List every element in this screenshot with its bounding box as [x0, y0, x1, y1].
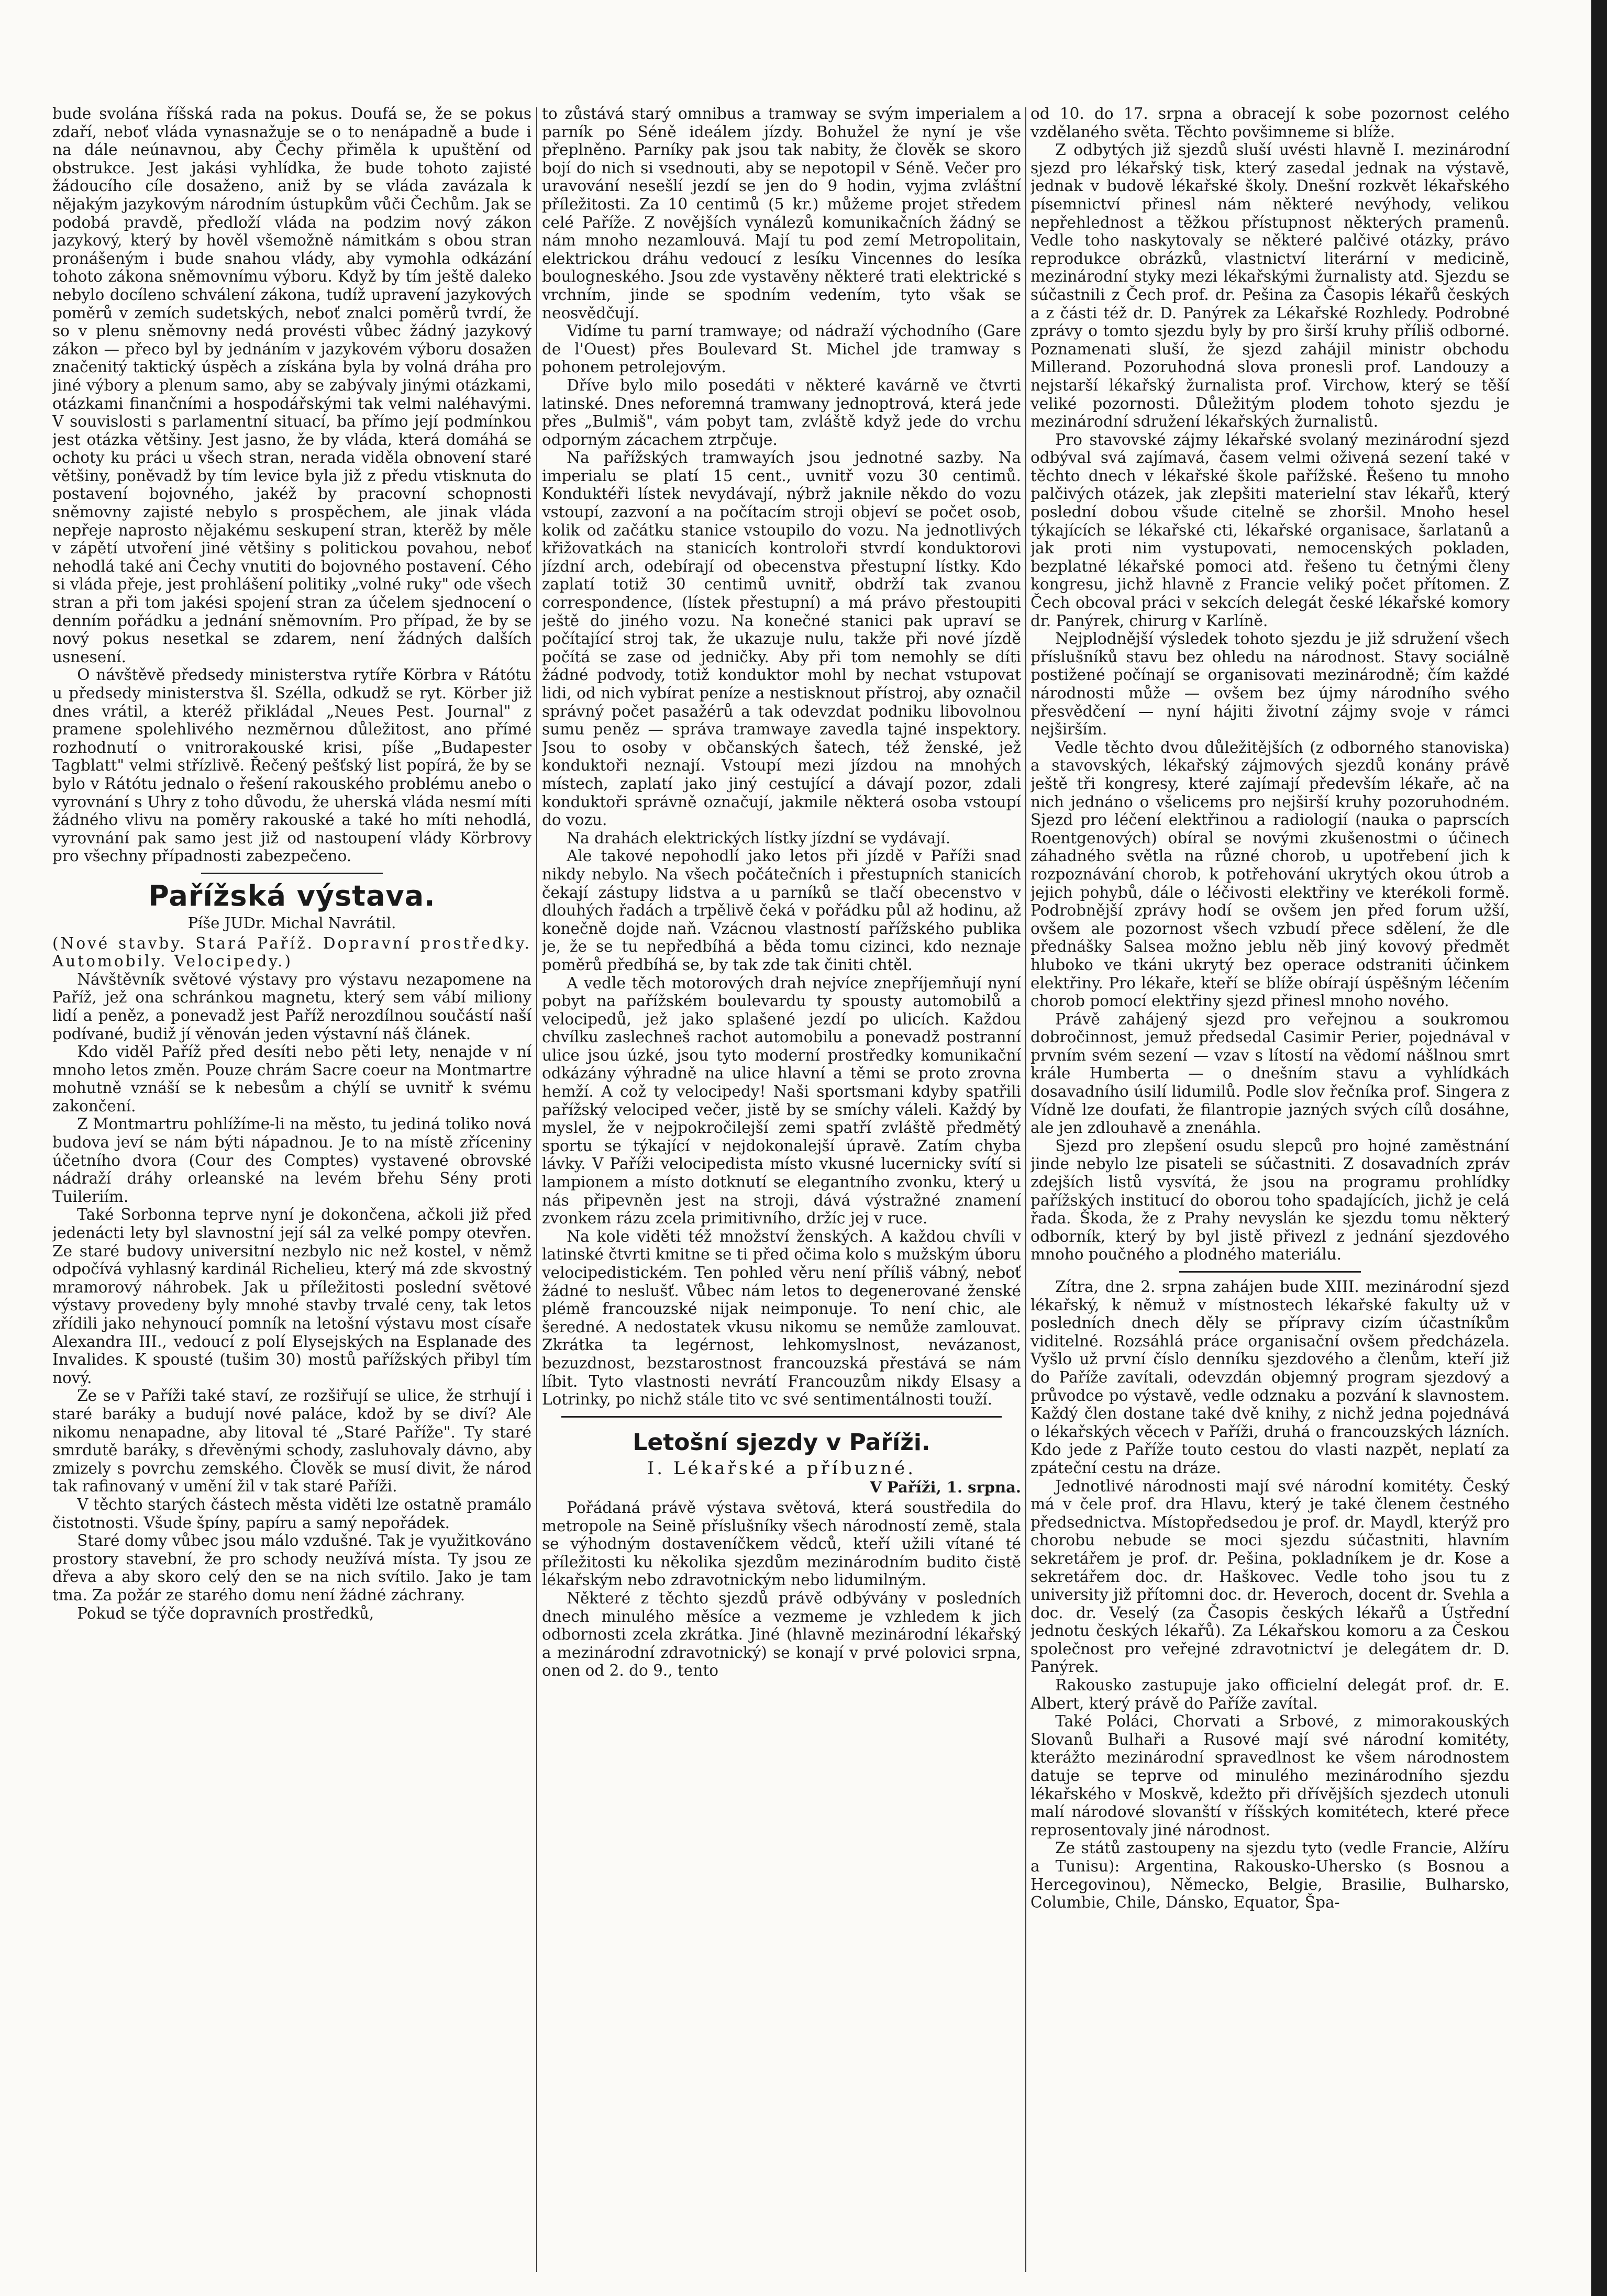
- divider: [201, 873, 383, 874]
- column-rule: [1025, 107, 1026, 2272]
- paragraph: Zítra, dne 2. srpna zahájen bude XIII. mezinárodní sjezd lékařský, k němuž v místnostech lékařské fakulty už v posledních dnech děly se přípravy cizím účastníkům viditelné. Rozsáhlá práce organisační ovšem předcházela. Vyšlo už první číslo denníku sjezdového a členům, kteří již do Paříže zavítali, odevzdán objemný program sjezdový a průvodce po výstavě, vedle odznaku a pozvání k slavnostem. Každý člen dostane také dvě knihy, z nichž jedna pojednává o lékařských věcech v Paříži, druhá o francouzských lázních. Kdo jede z Paříže touto cestou do vlasti nazpět, neplatí za zpáteční cestu na dráze.: [1030, 1278, 1510, 1477]
- paragraph: Návštěvník světové výstavy pro výstavu nezapomene na Paříž, jež ona schránkou magnetu, který sem vábí miliony lidí a peněz, a ponevadž jest Paříž nerozdílnou součástí naší podívané, budiž jí věnován jeden výstavní náš článek.: [52, 970, 531, 1043]
- article-title: Pařížská výstava.: [148, 879, 436, 912]
- article-title: Letošní sjezdy v Paříži.: [633, 1429, 930, 1456]
- column-3: [1030, 105, 1510, 2277]
- paragraph: Sjezd pro zlepšení osudu slepců pro hojné zaměstnání jinde nebylo lze pisateli se súčastniti. Z dosavadních zpráv zdejších listů vysvítá, že jsou na programu prohlídky pařížských institucí do oborou toho spadajících, jichž je celá řada. Škoda, že z Prahy nevyslán ke sjezdu tomu některý odborník, který by byl jistě přivezl z jednání sjezdového mnoho poučného a plodného materiálu.: [1030, 1136, 1510, 1264]
- paragraph: Také Poláci, Chorvati a Srbové, z mimorakouských Slovanů Bulhaři a Rusové mají své národní komitéty, kterážto mezinárodní spravedlnost ke všem národnostem datuje se teprve od minulého mezinárodního sjezdu lékařského v Moskvě, kdežto při dřívějších sjezdech utonuli malí národové slovanští v říšských komitétech, které přece reprosentovaly jiné národnost.: [1030, 1712, 1510, 1839]
- paragraph: Ze států zastoupeny na sjezdu tyto (vedle Francie, Alžíru a Tunisu): Argentina, Rakousko-Uhersko (s Bosnou a Hercegovinou), Německo, Belgie, Brasilie, Bulharsko, Columbie, Chile, Dánsko, Equator, Špa-: [1030, 1839, 1510, 1912]
- divider: [561, 1416, 1002, 1418]
- paragraph: Pokud se týče dopravních prostředků,: [77, 1604, 374, 1622]
- paragraph: Z odbytých již sjezdů sluší uvésti hlavně I. mezinárodní sjezd pro lékařský tisk, který zasedal jednak na výstavě, jednak v budově lékařské školy. Dnešní rozkvět lékařského písemnictví přinesl nám některé nevýhody, velikou nepřehlednost a těžkou přístupnost některých pramenů. Vedle toho naskytovaly se některé palčivé otázky, právo reprodukce obrázků, vlastnictví literární v medicině, mezinárodní styky mezi lékařskými žurnalisty atd. Sjezdu se súčastnili z Čech prof. dr. Pešina za Časopis lékařů českých a z části též dr. D. Panýrek za Lékařské Rozhledy. Podrobné zprávy o tomto sjezdu byly by pro širší kruhy příliš odborné. Poznamenati sluší, že sjezd zahájil ministr obchodu Millerand. Pozoruhodná slova pronesli prof. Landouzy a nejstarší lékařský žurnalista prof. Virchow, který se těší veliké pozornosti. Důležitým plodem tohoto sjezdu je mezinárodní sdružení lékařských žurnalistů.: [1030, 141, 1510, 431]
- paragraph: Pro stavovské zájmy lékařské svolaný mezinárodní sjezd odbýval svá zajímavá, časem velmi oživená sezení také v těchto dnech v lékařské škole pařížské. Řešeno tu mnoho palčivých otázek, jak zlepšiti materielní stav lékařů, který poslední dobou všude citelně se zhoršil. Mnoho hesel týkajících se lékařské cti, lékařské organisace, šarlatanů a jak proti nim vystupovati, nemocenských pokladen, bezplatné lékařské pomoci atd. řešeno tu četnými členy kongresu, jichž hlavně z Francie veliký počet přítomen. Z Čech obcoval práci v sekcích delegát české lékařské komory dr. Panýrek, chirurg v Karlíně.: [1030, 430, 1510, 630]
- paragraph: Dříve bylo milo posedáti v některé kavárně ve čtvrti latinské. Dnes neforemná tramwany jednoptrová, která jede přes „Bulmiš", vám pobyt tam, zvláště když jede do vrchu odporným zácachem ztrpčuje.: [542, 376, 1021, 449]
- paragraph: to zůstává starý omnibus a tramway se svým imperialem a parník po Séně ideálem jízdy. Bohužel že nyní je vše přeplněno. Parníky pak jsou tak nabity, že člověk se skoro bojí do nich si vsednouti, aby se nepotopil v Séně. Večer pro uravování nesešlí jezdí se jen do 9 hodin, vyjma zvláštní příležitosti. Za 10 centimů (5 kr.) můžeme projet středem celé Paříže. Z novějších vynálezů komunikačních žádný se nám mnoho nezamlouvá. Mají tu pod zemí Metropolitain, elektrickou dráhu vedoucí z lesíku Vincennes do lesíka boulogneského. Jsou zde vystavěny některé trati elektrické s vrchním, jinde se spodním vedením, tyto však se neosvědčují.: [542, 105, 1021, 322]
- paragraph: Pořádaná právě výstava světová, která soustředila do metropole na Seině příslušníky všech národností země, stala se výhodným dostaveníčkem vědců, kteří užili vítané té příležitosti ku několika sjezdům mezinárodním budito čistě lékařským nebo zdravotnickým nebo lidumilným.: [542, 1498, 1021, 1589]
- article-byline: Píše JUDr. Michal Navrátil.: [187, 913, 396, 932]
- paragraph: O návštěvě předsedy ministerstva rytíře Körbra v Rátótu u předsedy ministerstva šl. Szélla, odkudž se ryt. Körber již dnes vrátil, a kteréž přikládal „Neues Pest. Journal" z pramene spolehlivého nezměrnou důležitost, ano přímé rozhodnutí o vnitrorakouské krisi, píše „Budapester Tagblatt" velmi střízlivě. Řečený pešťský list popírá, že by se bylo v Rátótu jednalo o řešení rakouského problému anebo o vyrovnání s Uhry z toho důvodu, že uherská vláda nesmí míti žádného vlivu na poměry rakouské a také ho míti nehodlá, vyrovnání pak samo jest již od nastoupení vlády Körbrovy pro všechny případnosti zabezpečeno.: [52, 666, 531, 865]
- paragraph: Kdo viděl Paříž před desíti nebo pěti lety, nenajde v ní mnoho letos změn. Pouze chrám Sacre coeur na Montmartre mohutně vznáší se k nebesům a chýlí se uvnitř k svému zakončení.: [52, 1043, 531, 1115]
- paragraph: Vedle těchto dvou důležitějších (z odborného stanoviska) a stavovských, lékařský zájmových sjezdů konány právě ještě tři kongresy, které zajímají především lékaře, ač na nich jednáno o všelicems pro nejširší kruhy pozoruhodném. Sjezd pro léčení elektřinou a radiologií (nauka o paprscích Roentgenových) obíral se novými zkušenostmi o účinech záhadného světla na různé chorob, u upotřebení jich k rozpoznávání chorob, k potřehování ukrytých okou útrob a jejich pohybů, dále o léčivosti elektřiny ve kterékoli formě. Podrobnější zprávy hodí se ovšem jen před forum užší, ovšem ale pozornost všech vzbudí přece sdělení, že dle přednášky Salsea možno jeblu něb jiný kovový předmět hluboko ve tkáni ukrytý bez operace odstraniti účinkem elektřiny. Pro lékaře, kteří se blíže obírají úspěšným léčením chorob pomocí elektřiny sjezd přinesl mnoho nového.: [1030, 738, 1510, 1010]
- article-subheading: (Nové stavby. Stará Paříž. Dopravní prostředky. Automobily. Velocipedy.): [52, 934, 531, 971]
- paragraph: Některé z těchto sjezdů právě odbývány v posledních dnech minulého měsíce a vezmeme je vzhledem k jich odbornosti zcela zkrátka. Jiné (hlavně mezinárodní lékařský a mezinárodní zdravotnický) se konají v prvé polovici srpna, onen od 2. do 9., tento: [542, 1589, 1021, 1680]
- scan-edge: [1591, 0, 1607, 2296]
- paragraph: Rakousko zastupuje jako officielní delegát prof. dr. E. Albert, který právě do Paříže zavítal.: [1030, 1676, 1510, 1712]
- paragraph: A vedle těch motorových drah nejvíce znepříjemňují nyní pobyt na pařížském boulevardu ty spousty automobilů a velocipedů, jež jako splašené jezdí po ulicích. Každou chvílku zaslechneš rachot automobilu a ponevadž postranní ulice jsou úzké, jsou tyto moderní prostředky komunikační odkázány výhradně na ulice hlavní a těmi se proto zrovna hemží. A což ty velocipedy! Naši sportsmani kdyby spatřili pařížský velociped večer, jistě by se smíchy váleli. Každý by myslel, že v nejpokročilejší zemi spatří zvláště předmětý sportu se týkající v nejdokonalejší úpravě. Zatím chyba lávky. V Paříži velocipedista místo vkusné lucernicky svítí si lampionem a místo dotknutí se elegantního zvonku, který u nás připevněn jest na stroji, dává výstražné znamení zvonkem rázu zcela primitivního, držíc jej v ruce.: [542, 974, 1021, 1228]
- paragraph: Staré domy vůbec jsou málo vzdušné. Tak je využitkováno prostory stavební, že pro schody neužívá místa. Ty jsou ze dřeva a aby skoro celý den se na nich svítilo. Jako je tam tma. Za požár ze starého domu není žádné záchrany.: [52, 1532, 531, 1604]
- paragraph: Právě zahájený sjezd pro veřejnou a soukromou dobročinnost, jemuž předsedal Casimir Perier, pojednával v prvním svém sezení — vzav s lítostí na vědomí nášlnou smrt krále Humberta — o dnešním stavu a vyhlídkách dosavadního úsilí lidumilů. Podle slov řečníka prof. Singera z Vídně lze doufati, že filantropie jazných svých cílů dosáhne, ale jen zdlouhavě a znenáhla.: [1030, 1010, 1510, 1137]
- paragraph: Na kole viděti též množství ženských. A každou chvíli v latinské čtvrti kmitne se ti před očima kolo s mužským úboru velocipedistickém. Ten pohled věru není příliš vábný, neboť žádné to neslušť. Vůbec nám letos to degenerované ženské plémě francouzské nijak neimponuje. To není chic, ale šeredné. A nedostatek vkusu nikomu se nemůže zamlouvat. Zkrátka ta legérnost, lehkomyslnost, nevázanost, bezuzdnost, bezstarostnost francouzská přestává se nám líbit. Tyto vlastnosti nevrátí Francouzům nikdy Elsasy a Lotrinky, po nichž stále tito vc své sentimentálnosti touží.: [542, 1227, 1021, 1409]
- paragraph: Ze se v Paříži také staví, ze rozšiřují se ulice, že strhují i staré baráky a budují nové paláce, kdož by se diví? Ale nikomu nenapadne, aby litoval té „Staré Paříže". Ty staré smrdutě baráky, s dřevěnými schody, zasluhovaly dávno, aby zmizely s povrchu zemského. Člověk se musí divit, že národ tak rafinovaný v umění žil v tak staré Paříži.: [52, 1387, 531, 1496]
- paragraph: Jednotlivé národnosti mají své národní komitéty. Český má v čele prof. dra Hlavu, který je také členem čestného předsednictva. Místopředsedou je prof. dr. Maydl, kterýž pro chorobu nebude se moci sjezdu súčastniti, hlavním sekretářem je prof. dr. Pešina, pokladníkem je dr. Kose a sekretářem doc. dr. Haškovec. Vedle toho jsou tu z university již přítomni doc. dr. Heveroch, docent dr. Svehla a doc. dr. Veselý (za Časopis českých lékařů a Ústřední jednotu českých lékařů). Za Lékařskou komoru a za Českou společnost pro veřejné zdravotnictví je delegátem dr. D. Panýrek.: [1030, 1477, 1510, 1676]
- column-1: [52, 105, 531, 2277]
- paragraph: Nejplodnější výsledek tohoto sjezdu je již sdružení všech příslušníků stavu bez ohledu na národnost. Stavy sociálně postižené počínají se organisovati mezinárodně; čím každé národnosti může — ovšem bez újmy národního svého přesvědčení — nyní hájiti životní zájmy svoje v rámci nejširším.: [1030, 630, 1510, 739]
- paragraph: V těchto starých částech města viděti lze ostatně pramálo čistotnosti. Všude špíny, papíru a samý nepořádek.: [52, 1495, 531, 1532]
- paragraph: Vidíme tu parní tramwaye; od nádraží východního (Gare de l'Ouest) přes Boulevard St. Michel jde tramway s pohonem petrolejovým.: [542, 322, 1021, 376]
- column-rule: [536, 107, 537, 2272]
- paragraph: Také Sorbonna teprve nyní je dokončena, ačkoli již před jedenácti lety byl slavnostní její sál za velké pompy otevřen. Ze staré budovy universitní nezbylo nic než kostel, v němž odpočívá vyhlasný kardinál Richelieu, který má zde skvostný mramorový náhrobek. Jak u příležitosti poslední světové výstavy provedeny byly mnohé stavby trvalé ceny, tak letos zřídili jako nehynoucí pomník na letošní výstavu most císaře Alexandra III., vedoucí z polí Elysejských na Esplanade des Invalides. K spousté (tušim 30) mostů pařížských přibyl tím nový.: [52, 1206, 531, 1387]
- paragraph: Ale takové nepohodlí jako letos při jízdě v Paříži snad nikdy nebylo. Na všech počátečních i přestupních stanicích čekají zástupy lidstva a u parníků se tlačí obecenstvo v dlouhých řadách a trpělivě čeká v pořádku půl až hodinu, až konečně dojde naň. Vzácnou vlastností pařížského publika je, že se tu nepředbíhá a běda tomu cizinci, kdo neznaje poměrů předbíhá se, by tak zde tak činiti chtěl.: [542, 847, 1021, 974]
- column-2: [542, 105, 1021, 2277]
- paragraph: Na drahách elektrických lístky jízdní se vydávají.: [567, 829, 951, 847]
- paragraph: bude svolána říšská rada na pokus. Doufá se, že se pokus zdaří, neboť vláda vynasnažuje se o to nenápadně a bude i na dále neúnavnou, aby Čechy přiměla k upuštění od obstrukce. Jest jakási vyhlídka, že bude tohoto zajisté žádoucího cíle dosaženo, aniž by se vláda zavázala k nějakým jazykovým národním ústupkům vůči Čechům. Jak se podobá pravdě, předloží vláda na podzim nový zákon jazykový, který by hověl všemožně námitkám s obou stran pronášeným i bude snahou vlády, aby vymohla odkázání tohoto zákona sněmovnímu výboru. Když by tím ještě daleko nebylo docíleno schválení zákona, tudíž upravení jazykových poměrů v zemích sudetských, neboť znalci poměrů tvrdí, že so v plenu sněmovny nedá provésti vůbec žádný jazykový zákon — přeco byl by jednáním v jazykovém výboru dosažen značenitý taktický úspěch a získána byla by volná dráha pro jiné výbory a plenum samo, aby se zabývaly jinými otázkami, otázkami finančními a hospodářskými tak velmi naléhavými. V souvislosti s parlamentní situací, ba přímo její podmínkou jest otázka většiny. Jest jasno, že by vláda, která domáhá se ochoty ku práci u všech stran, nerada viděla obnovení staré většiny, poněvadž by tím levice byla již z předu vtisknuta do postavení bojovného, jakéž by pracovní schopnosti sněmovny zajisté nebylo s prospěchem, ale jinak vláda nepřeje naprosto nějakému seskupení stran, kterěž by měle v zápětí utvoření jiné většiny s politickou povahou, neboť nehodlá také ani Čechy vnutiti do bojovného postavení. Cého si vláda přeje, jest prohlášení politiky „volné ruky" ode všech stran a při tom jakési spojení stran za účelem sjednocení o denním pořádku a jednání sněmovním. Pro případ, že by se nový pokus nesetkal se zdarem, není žádných dalších usnesení.: [52, 105, 531, 666]
- paragraph: Na pařížských tramwayích jsou jednotné sazby. Na imperialu se platí 15 cent., uvnitř vozu 30 centimů. Konduktéři lístek nevydávají, nýbrž jaknile někdo do vozu vstoupí, zazvoní a na počítacím stroji objeví se počet osob, kolik od začátku stanice vstoupilo do vozu. Na jednotlivých křižovatkách na stanicích kontroloři stvrdí konduktorovi jízdní arch, odebírají od obecenstva přestupní lístky. Kdo zaplatí totiž 30 centimů uvnitř, obdrží tak zvanou correspondence, (lístek přestupní) a má právo přestoupiti ještě do jiného vozu. Na konečné stanici pak upraví se počítající stroj tak, že ukazuje nulu, takže při nové jízdě počítá se zase od jedničky. Aby při tom nemohly se díti žádné podvody, totiž konduktor mohl by nechat vstupovat lidi, od nich vybírat peníze a nestisknout přístroj, aby označil správný počet pasažérů a tak odevzdat podniku libovolnou sumu peněz — správa tramwaye zavedla tajné inspektory. Jsou to osoby v občanských šatech, též ženské, jež konduktoři neznají. Vstoupí mezi jízdou na mnohých místech, zaplatí jako jiný cestující a dávají pozor, zdali konduktoři správně označují, jakmile některá osoba vstoupí do vozu.: [542, 449, 1021, 829]
- divider: [1179, 1271, 1361, 1273]
- paragraph: Z Montmartru pohlížíme-li na město, tu jediná toliko nová budova jeví se nám býti nápadnou. Je to na místě zříceniny účetního dvora (Cour des Comptes) vystavené obrovské nádraží dráhy orleanské na levém břehu Sény proti Tuileriím.: [52, 1115, 531, 1206]
- paragraph: od 10. do 17. srpna a obracejí k sobe pozornost celého vzdělaného světa. Těchto povšimneme si blíže.: [1030, 105, 1510, 141]
- dateline: V Paříži, 1. srpna.: [870, 1478, 1021, 1497]
- article-subheading: I. Lékařské a příbuzné.: [647, 1457, 916, 1479]
